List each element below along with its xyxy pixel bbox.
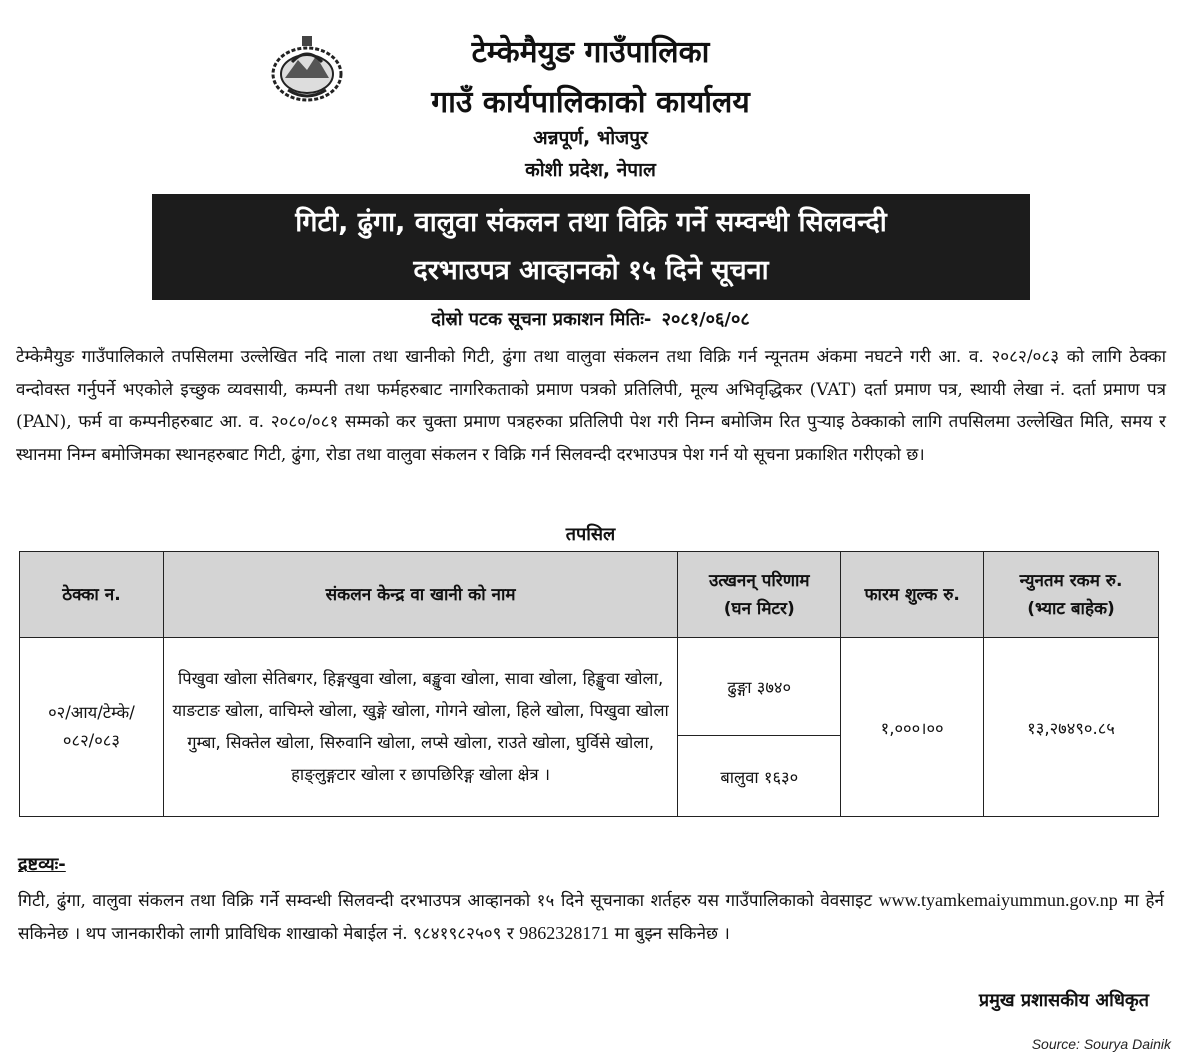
table-header-row: [20, 552, 1159, 638]
header-quantity-line-1: उत्खनन् परिणाम: [708, 570, 810, 591]
mobile-number: 9862328171: [519, 923, 610, 943]
note-text-after-url: मा हेर्न सकिनेछ । थप जानकारीको लागी प्राविधिक शाखाको मेबाईल नं. ९८४१९८२५०९ र: [18, 891, 1164, 944]
cell-form-fee: १,०००।००: [841, 638, 984, 817]
notice-title-box: [152, 194, 1030, 300]
note-body: [18, 884, 1164, 950]
cell-min-amount: १३,२७४९०.८५: [984, 638, 1159, 817]
publication-date: २०८१/०६/०८: [661, 309, 750, 330]
header-min-amount: [984, 552, 1159, 638]
details-table: [19, 551, 1159, 817]
contract-no-line-2: ०८२/०८३: [62, 731, 120, 750]
body-paragraph: टेम्केमैयुङ गाउँपालिकाले तपसिलमा उल्लेखित नदि नाला तथा खानीको गिटी, ढुंगा तथा वालुवा संकलन तथा विक्रि गर्न न्यूनतम अंकमा नघटने गरी आ. व. २०८२/०८३ को लागि ठेक्का वन्दोवस्त गर्नुपर्ने भएकोले इच्छुक व्यवसायी, कम्पनी तथा फर्महरुबाट नागरिकताको प्रमाण पत्रको प्रतिलिपी, मूल्य अभिवृद्धिकर (VAT) दर्ता प्रमाण पत्र, स्थायी लेखा नं. दर्ता प्रमाण पत्र (PAN), फर्म वा कम्पनीहरुबाट आ. व. २०८०/०८१ सम्मको कर चुक्ता प्रमाण पत्रहरुका प्रतिलिपी पेश गरी निम्न बमोजिम रित पुर्‍याइ ठेक्काको लागि तपसिलमा उल्लेखित मिति, समय र स्थानमा निम्न बमोजिमका स्थानहरुबाट गिटी, ढुंगा, रोडा तथा वालुवा संकलन र विक्रि गर्न सिलवन्दी दरभाउपत्र पेश गर्न यो सूचना प्रकाशित गरीएको छ।: [16, 347, 1166, 465]
cell-site-names: पिखुवा खोला सेतिबगर, हिङ्गखुवा खोला, बङ्खुवा खोला, सावा खोला, हिङ्खुवा खोला, याङटाङ खोला, वाचिम्ले खोला, खुङ्गे खोला, गोगने खोला, हिले खोला, पिखुवा खोला गुम्बा, सिक्तेल खोला, सिरुवानि खोला, लप्से खोला, राउते खोला, घुर्विसे खोला, हाङ्लुङ्गटार खोला र छापछिरिङ्ग खोला क्षेत्र ।: [163, 638, 677, 817]
org-name: टेम्केमैयुङ गाउँपालिका: [471, 35, 710, 70]
header-contract-no: ठेक्का न.: [20, 552, 164, 638]
note-heading: द्रष्टव्यः-: [18, 854, 66, 875]
contract-no-line-1: ०२/आय/टेम्के/: [48, 703, 135, 722]
publication-date-line: [0, 307, 1181, 331]
cell-contract-no: [20, 638, 164, 817]
header-quantity-line-2: (घन मिटर): [723, 598, 795, 619]
website-link[interactable]: www.tyamkemaiyummun.gov.np: [878, 890, 1118, 910]
cell-quantity-stone: ढुङ्गा ३७४०: [678, 638, 841, 736]
notice-title-line-2: दरभाउपत्र आव्हानको १५ दिने सूचना: [413, 255, 769, 286]
header-quantity: [678, 552, 841, 638]
note-text-end: मा बुझ्न सकिनेछ ।: [614, 924, 730, 944]
source-credit: Source: Sourya Dainik: [1031, 1036, 1171, 1052]
table-row: [20, 638, 1159, 736]
notice-title-line-1: गिटी, ढुंगा, वालुवा संकलन तथा विक्रि गर्ने सम्वन्धी सिलवन्दी: [295, 207, 887, 238]
header-min-amount-line-2: (भ्याट बाहेक): [1027, 598, 1115, 619]
cell-quantity-sand: बालुवा १६३०: [678, 736, 841, 817]
table-caption: तपसिल: [565, 524, 616, 545]
header-form-fee: फारम शुल्क रु.: [841, 552, 984, 638]
note-text-before-url: गिटी, ढुंगा, वालुवा संकलन तथा विक्रि गर्ने सम्वन्धी सिलवन्दी दरभाउपत्र आव्हानको १५ दिने सूचनाका शर्तहरु यस गाउँपालिकाको वेवसाइट: [18, 891, 873, 911]
signature-title: प्रमुख प्रशासकीय अधिकृत: [978, 990, 1149, 1011]
office-name: गाउँ कार्यपालिकाको कार्यालय: [431, 85, 750, 120]
address-line-1: अन्नपूर्ण, भोजपुर: [533, 127, 648, 149]
header-min-amount-line-1: न्युनतम रकम रु.: [1019, 570, 1123, 591]
publication-label: दोस्रो पटक सूचना प्रकाशन मितिः-: [431, 309, 652, 330]
address-line-2: कोशी प्रदेश, नेपाल: [525, 159, 656, 181]
header-site-name: संकलन केन्द्र वा खानी को नाम: [163, 552, 677, 638]
